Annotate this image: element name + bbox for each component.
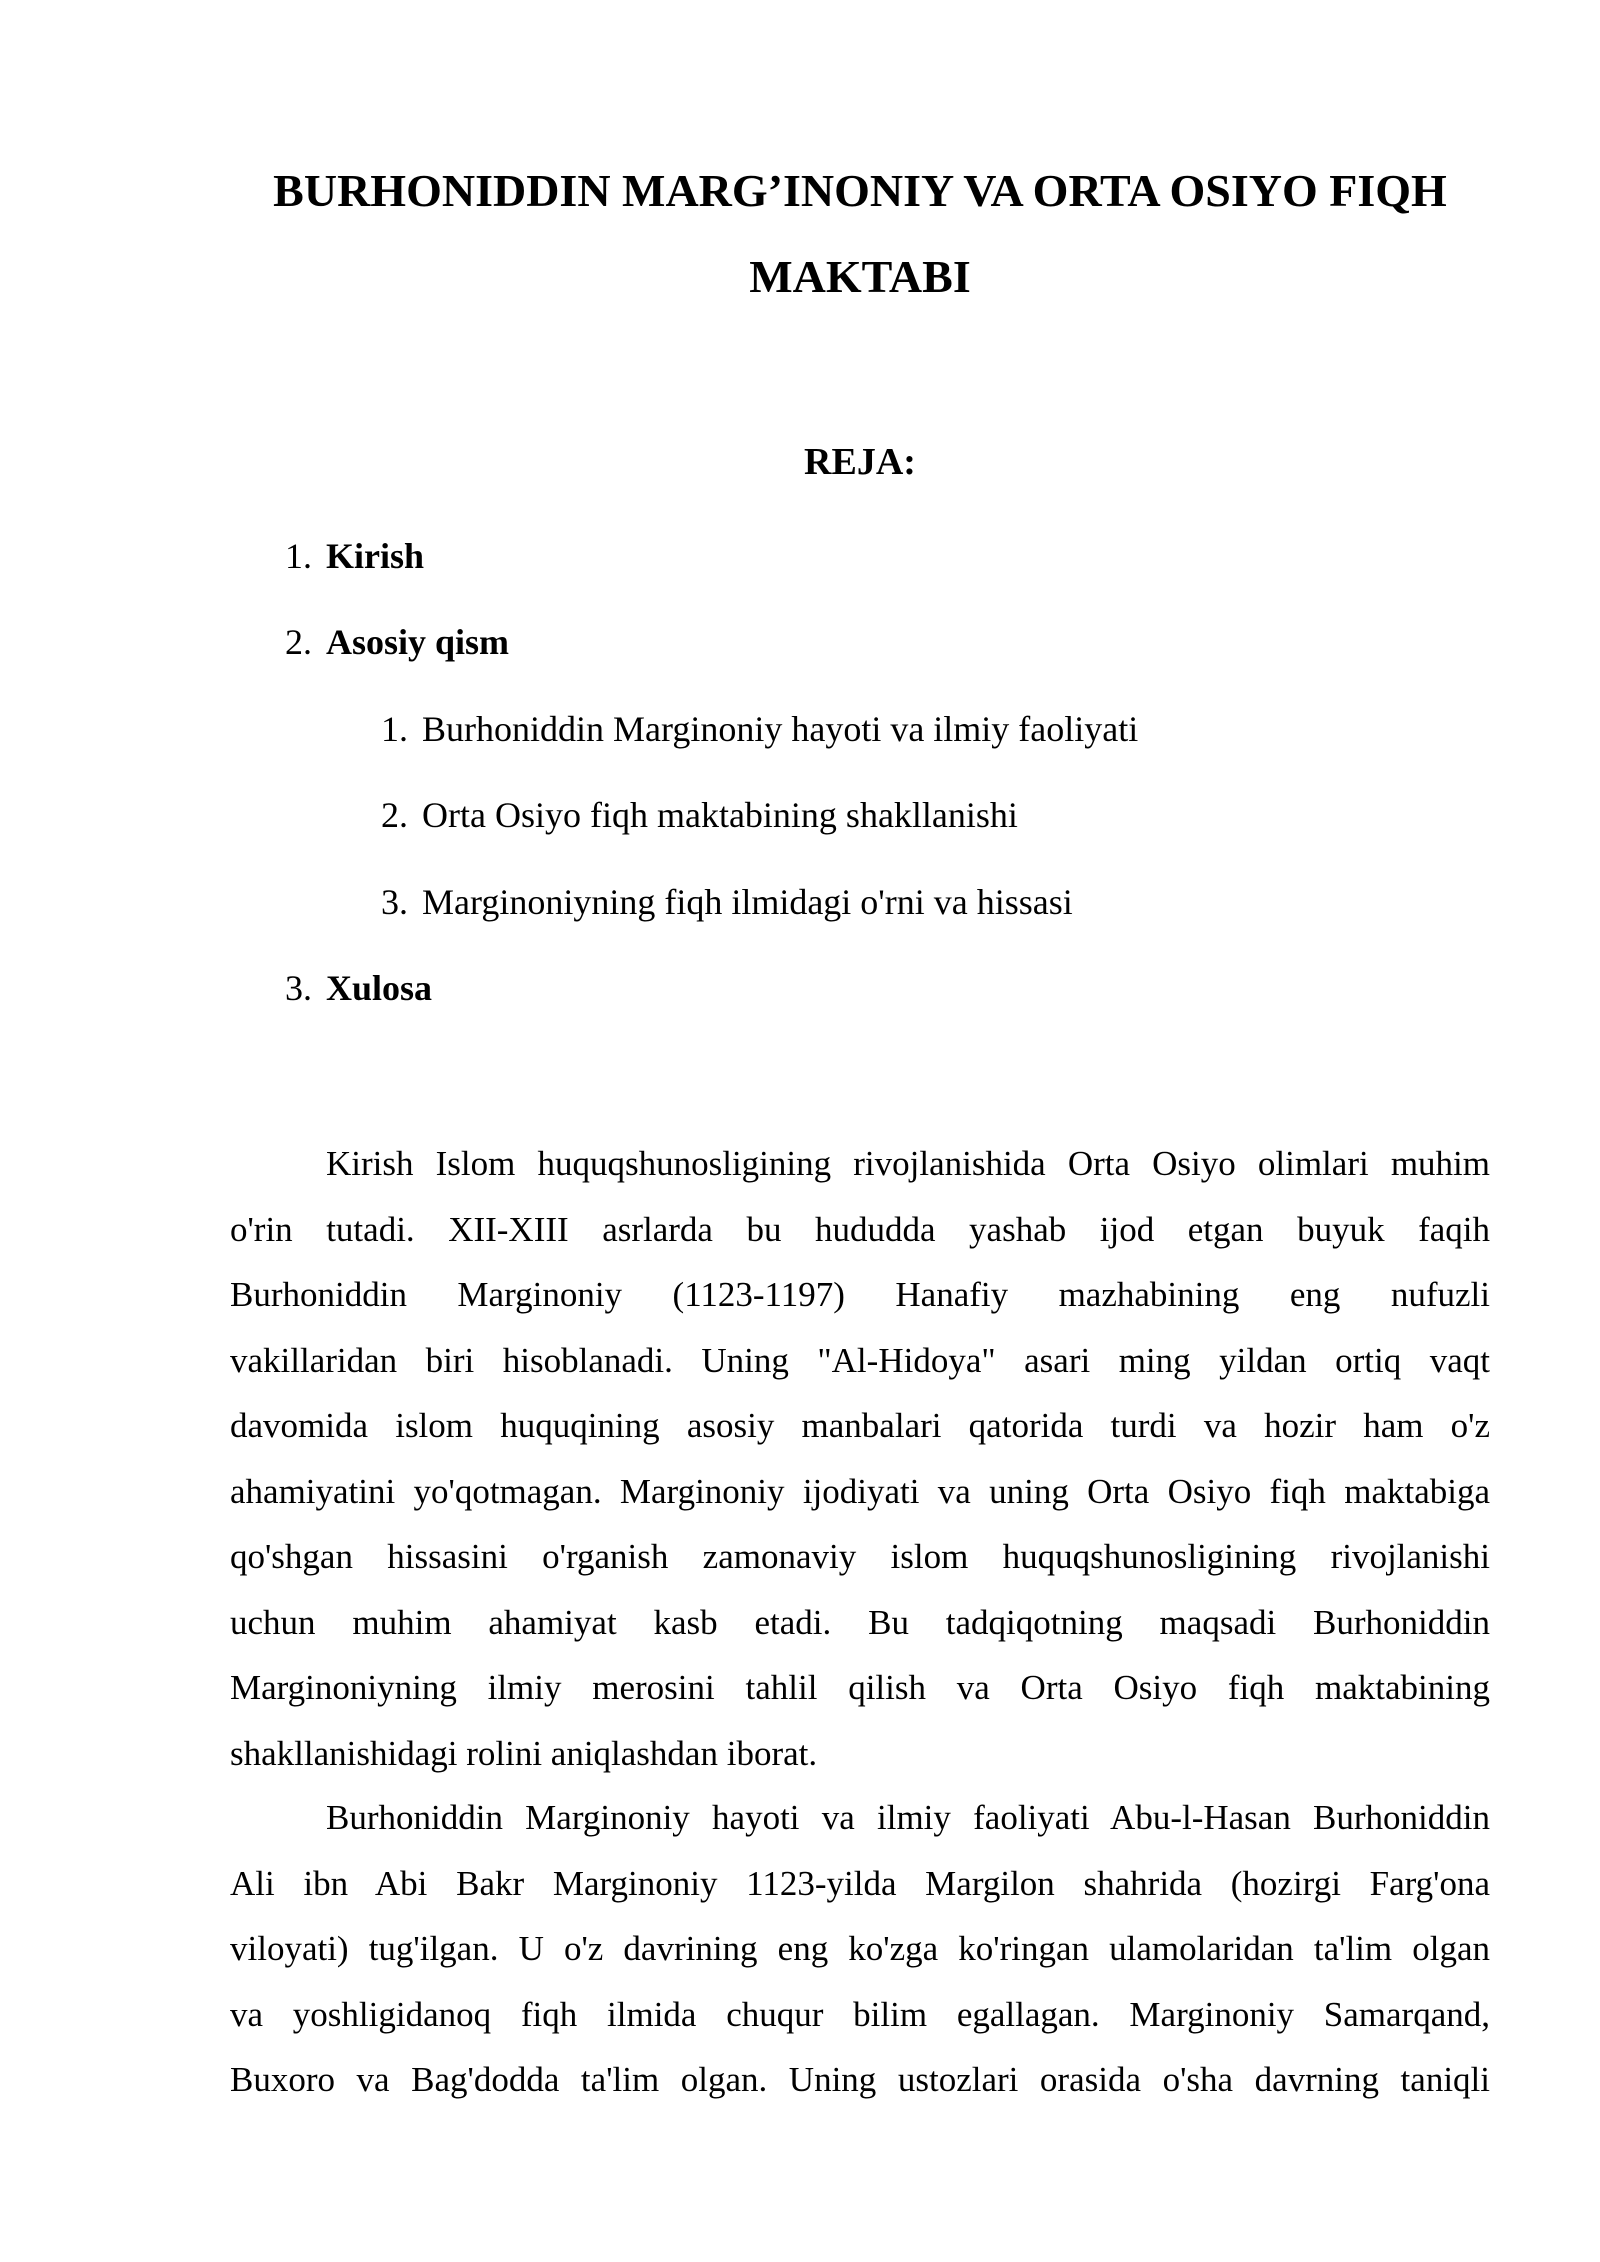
paragraph-line: viloyati) tug'ilgan. U o'z davrining eng ko'zga ko'ringan ulamolaridan ta'lim olgan xyxy=(230,1929,1490,1968)
paragraph-line: qo'shgan hissasini o'rganish zamonaviy islom huquqshunosligining rivojlanishi xyxy=(230,1537,1490,1576)
plan-item-asosiy-qism xyxy=(262,617,509,667)
document-title xyxy=(230,148,1490,320)
plan-subitem-label: Orta Osiyo fiqh maktabining shakllanishi xyxy=(422,795,1018,835)
plan-subitem-hayoti xyxy=(358,704,1138,754)
plan-item-number: 1. xyxy=(285,536,312,576)
plan-subitem-number: 2. xyxy=(381,795,408,835)
plan-subitem-number: 3. xyxy=(381,882,408,922)
paragraph-line: shakllanishidagi rolini aniqlashdan iborat. xyxy=(230,1733,818,1773)
paragraph-line: Kirish Islom huquqshunosligining rivojlanishida Orta Osiyo olimlari muhim xyxy=(326,1144,1490,1183)
plan-item-xulosa xyxy=(262,963,432,1013)
plan-item-number: 3. xyxy=(285,968,312,1008)
title-line-2: MAKTABI xyxy=(749,251,971,302)
paragraph-line: o'rin tutadi. XII-XIII asrlarda bu hududda yashab ijod etgan buyuk faqih xyxy=(230,1209,1490,1249)
title-line-1: BURHONIDDIN MARG’INONIY VA ORTA OSIYO FIQH xyxy=(273,165,1447,216)
plan-item-number: 2. xyxy=(285,622,312,662)
paragraph-line: va yoshligidanoq fiqh ilmida chuqur bilim egallagan. Marginoniy Samarqand, xyxy=(230,1994,1490,2034)
paragraph-line: davomida islom huquqining asosiy manbalari qatorida turdi va hozir ham o'z xyxy=(230,1406,1490,1445)
paragraph-line: Burhoniddin Marginoniy (1123-1197) Hanafiy mazhabining eng nufuzli xyxy=(230,1275,1490,1314)
plan-item-label: Xulosa xyxy=(326,968,433,1008)
plan-heading: REJA: xyxy=(804,441,916,483)
paragraph-line: vakillaridan biri hisoblanadi. Uning "Al-Hidoya" asari ming yildan ortiq vaqt xyxy=(230,1340,1490,1380)
paragraph-line: Buxoro va Bag'dodda ta'lim olgan. Uning ustozlari orasida o'sha davrning taniqli xyxy=(230,2060,1490,2099)
plan-subitem-label: Marginoniyning fiqh ilmidagi o'rni va hissasi xyxy=(422,882,1073,922)
paragraph-line: Burhoniddin Marginoniy hayoti va ilmiy faoliyati Abu-l-Hasan Burhoniddin xyxy=(326,1798,1490,1837)
plan-item-label: Asosiy qism xyxy=(326,622,510,662)
plan-subitem-shakllanishi xyxy=(358,790,1018,840)
plan-item-label: Kirish xyxy=(326,536,425,576)
paragraph-line: Marginoniyning ilmiy merosini tahlil qilish va Orta Osiyo fiqh maktabining xyxy=(230,1668,1490,1707)
paragraph-introduction xyxy=(230,1131,1490,1786)
paragraph-biography xyxy=(230,1785,1490,2115)
plan-item-kirish xyxy=(262,531,424,581)
paragraph-line: ahamiyatini yo'qotmagan. Marginoniy ijodiyati va uning Orta Osiyo fiqh maktabiga xyxy=(230,1471,1490,1511)
paragraph-line: Ali ibn Abi Bakr Marginoniy 1123-yilda Margilon shahrida (hozirgi Farg'ona xyxy=(230,1863,1490,1903)
plan-subitem-orni xyxy=(358,877,1073,927)
paragraph-line: uchun muhim ahamiyat kasb etadi. Bu tadqiqotning maqsadi Burhoniddin xyxy=(230,1602,1490,1642)
plan-subitem-label: Burhoniddin Marginoniy hayoti va ilmiy faoliyati xyxy=(422,709,1139,749)
plan-subitem-number: 1. xyxy=(381,709,408,749)
